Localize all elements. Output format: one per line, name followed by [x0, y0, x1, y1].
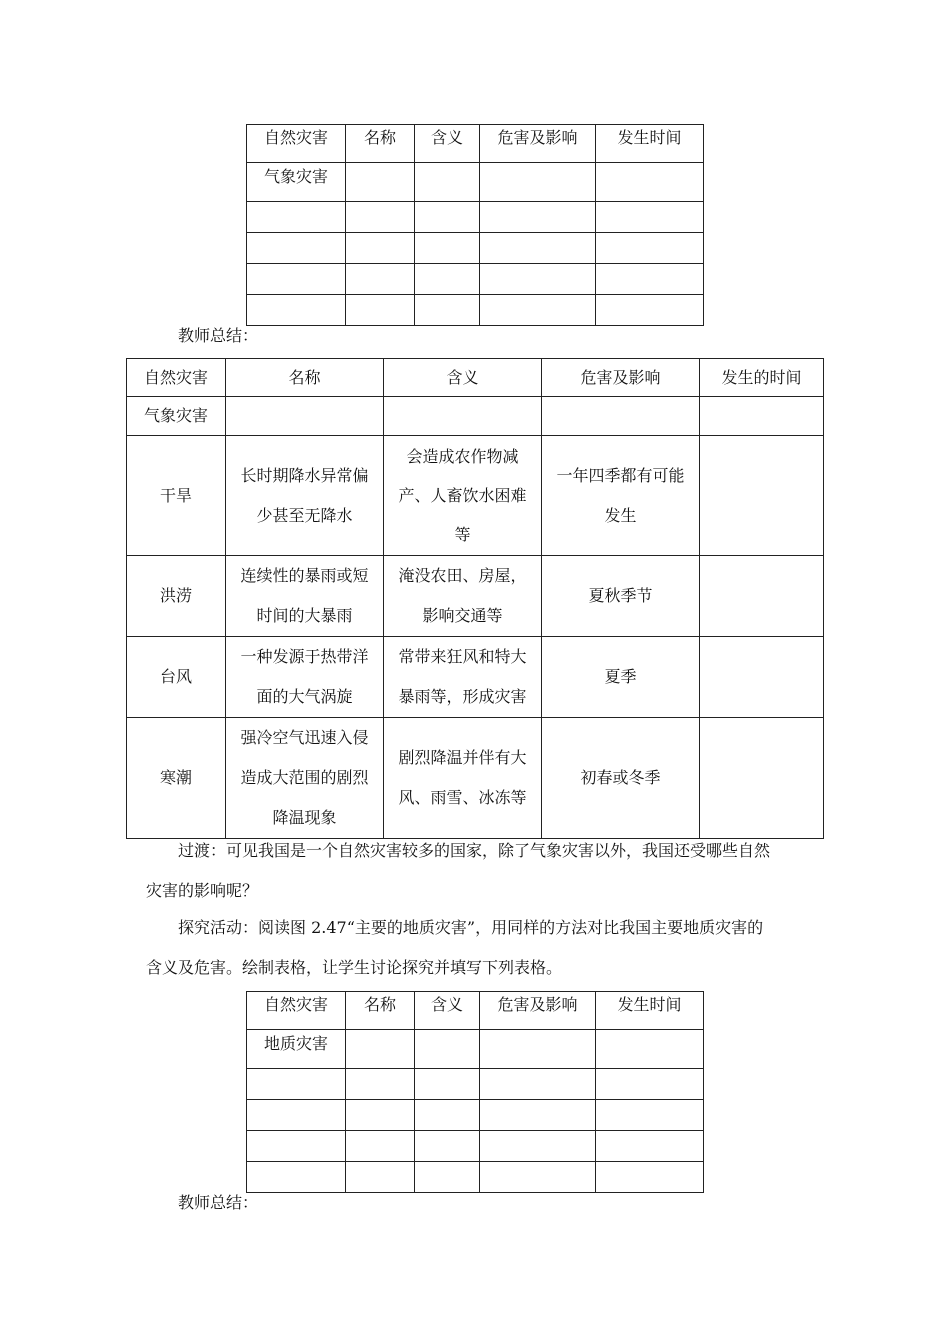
cell-line: 时间的大暴雨 [256, 606, 353, 625]
empty-cell[interactable] [346, 1162, 415, 1193]
activity-paragraph-line-2: 含义及危害。绘制表格，让学生讨论探究并填写下列表格。 [146, 958, 563, 977]
time-cell [542, 436, 700, 556]
cell-line: 造成大范围的剧烈 [240, 768, 369, 787]
header-cell: 自然灾害 [127, 359, 226, 397]
empty-cell[interactable] [480, 295, 596, 326]
empty-cell [700, 397, 824, 436]
header-cell: 名称 [346, 992, 415, 1030]
impact-cell [384, 556, 542, 637]
empty-cell[interactable] [596, 1162, 704, 1193]
category-cell: 气象灾害 [247, 163, 346, 202]
time-cell: 夏季 [542, 637, 700, 718]
empty-cell[interactable] [346, 163, 415, 202]
cell-line: 产、人畜饮水困难 [398, 486, 527, 505]
teacher-summary-label: 教师总结： [178, 326, 259, 345]
empty-cell[interactable] [480, 202, 596, 233]
disaster-name-cell: 干旱 [127, 436, 226, 556]
cell-line: 连续性的暴雨或短 [240, 566, 369, 585]
empty-cell[interactable] [596, 202, 704, 233]
time-cell: 夏秋季节 [542, 556, 700, 637]
empty-cell[interactable] [247, 264, 346, 295]
cell-line: 会造成农作物减 [406, 447, 519, 466]
header-cell: 含义 [415, 992, 480, 1030]
empty-cell[interactable] [596, 1131, 704, 1162]
meaning-cell [226, 436, 384, 556]
empty-cell[interactable] [346, 1131, 415, 1162]
empty-cell [384, 397, 542, 436]
empty-cell[interactable] [480, 1131, 596, 1162]
header-cell: 名称 [226, 359, 384, 397]
empty-cell[interactable] [247, 1100, 346, 1131]
empty-cell[interactable] [415, 233, 480, 264]
empty-cell[interactable] [247, 233, 346, 264]
impact-cell [384, 436, 542, 556]
impact-cell [384, 637, 542, 718]
disaster-name-cell: 洪涝 [127, 556, 226, 637]
disaster-name-cell: 寒潮 [127, 718, 226, 839]
meaning-cell [226, 556, 384, 637]
empty-cell [700, 556, 824, 637]
empty-cell[interactable] [415, 163, 480, 202]
empty-cell[interactable] [415, 1069, 480, 1100]
meaning-cell [226, 718, 384, 839]
empty-cell[interactable] [596, 1069, 704, 1100]
cell-line: 面的大气涡旋 [256, 687, 353, 706]
cell-line: 常带来狂风和特大 [398, 647, 527, 666]
meaning-cell [226, 637, 384, 718]
empty-cell [226, 397, 384, 436]
empty-cell[interactable] [415, 1100, 480, 1131]
empty-cell[interactable] [247, 202, 346, 233]
table-row [247, 233, 704, 264]
empty-cell[interactable] [596, 1100, 704, 1131]
table-row [247, 1069, 704, 1100]
empty-cell[interactable] [596, 264, 704, 295]
cell-line: 风、雨雪、冰冻等 [398, 788, 527, 807]
time-cell: 初春或冬季 [542, 718, 700, 839]
empty-cell[interactable] [415, 295, 480, 326]
cell-line: 影响交通等 [422, 606, 503, 625]
cell-line: 强冷空气迅速入侵 [240, 728, 369, 747]
empty-cell[interactable] [596, 163, 704, 202]
header-cell: 发生时间 [596, 125, 704, 163]
empty-cell[interactable] [480, 233, 596, 264]
table-row [247, 295, 704, 326]
header-cell: 自然灾害 [247, 125, 346, 163]
empty-cell[interactable] [596, 233, 704, 264]
empty-cell[interactable] [247, 1131, 346, 1162]
category-cell: 地质灾害 [247, 1030, 346, 1069]
empty-cell[interactable] [415, 1162, 480, 1193]
cell-line: 淹没农田、房屋， [398, 566, 527, 585]
cell-line: 长时期降水异常偏 [240, 465, 369, 485]
impact-cell [384, 718, 542, 839]
activity-paragraph-line-1: 探究活动：阅读图 2.47“主要的地质灾害”，用同样的方法对比我国主要地质灾害的 [178, 918, 764, 937]
empty-cell[interactable] [480, 1100, 596, 1131]
empty-cell[interactable] [415, 202, 480, 233]
empty-cell[interactable] [247, 1162, 346, 1193]
table-row [127, 637, 824, 718]
teacher-summary-label: 教师总结： [178, 1193, 259, 1212]
table-weather-disasters-blank [246, 124, 704, 326]
cell-line: 剧烈降温并伴有大 [398, 748, 527, 767]
header-cell: 危害及影响 [542, 359, 700, 397]
cell-line: 一种发源于热带洋 [240, 647, 369, 666]
table-row [247, 1100, 704, 1131]
empty-cell[interactable] [596, 1030, 704, 1069]
empty-cell[interactable] [480, 1162, 596, 1193]
empty-cell[interactable] [480, 163, 596, 202]
category-cell: 气象灾害 [127, 397, 226, 436]
cell-line: 等 [454, 525, 471, 544]
empty-cell[interactable] [415, 264, 480, 295]
empty-cell [542, 397, 700, 436]
header-cell: 危害及影响 [480, 992, 596, 1030]
empty-cell [700, 436, 824, 556]
table-weather-disasters-summary [126, 358, 824, 839]
empty-cell[interactable] [247, 1069, 346, 1100]
transition-paragraph-line-2: 灾害的影响呢？ [146, 881, 259, 900]
cell-line: 降温现象 [272, 808, 337, 827]
empty-cell[interactable] [480, 264, 596, 295]
cell-line: 暴雨等，形成灾害 [398, 687, 527, 706]
empty-cell[interactable] [346, 1100, 415, 1131]
empty-cell [700, 718, 824, 839]
table-row [247, 264, 704, 295]
header-cell: 自然灾害 [247, 992, 346, 1030]
empty-cell[interactable] [480, 1069, 596, 1100]
table-row [247, 1131, 704, 1162]
table-geological-disasters-blank [246, 991, 704, 1193]
header-cell: 发生的时间 [700, 359, 824, 397]
header-cell: 含义 [415, 125, 480, 163]
empty-cell[interactable] [415, 1131, 480, 1162]
table-row [247, 202, 704, 233]
table-row [247, 1162, 704, 1193]
empty-cell[interactable] [247, 295, 346, 326]
transition-paragraph-line-1: 过渡：可见我国是一个自然灾害较多的国家，除了气象灾害以外，我国还受哪些自然 [178, 841, 771, 860]
empty-cell[interactable] [415, 1030, 480, 1069]
header-cell: 危害及影响 [480, 125, 596, 163]
empty-cell[interactable] [346, 233, 415, 264]
header-cell: 含义 [384, 359, 542, 397]
header-cell: 名称 [346, 125, 415, 163]
header-cell: 发生时间 [596, 992, 704, 1030]
empty-cell[interactable] [346, 295, 415, 326]
empty-cell[interactable] [346, 264, 415, 295]
table-row [127, 436, 824, 556]
table-row [127, 718, 824, 839]
cell-line: 发生 [604, 505, 637, 525]
empty-cell[interactable] [346, 1030, 415, 1069]
cell-line: 一年四季都有可能 [556, 465, 685, 485]
disaster-name-cell: 台风 [127, 637, 226, 718]
cell-line: 少甚至无降水 [256, 505, 353, 525]
empty-cell[interactable] [346, 202, 415, 233]
empty-cell[interactable] [596, 295, 704, 326]
empty-cell[interactable] [346, 1069, 415, 1100]
empty-cell[interactable] [480, 1030, 596, 1069]
table-row [127, 556, 824, 637]
empty-cell [700, 637, 824, 718]
